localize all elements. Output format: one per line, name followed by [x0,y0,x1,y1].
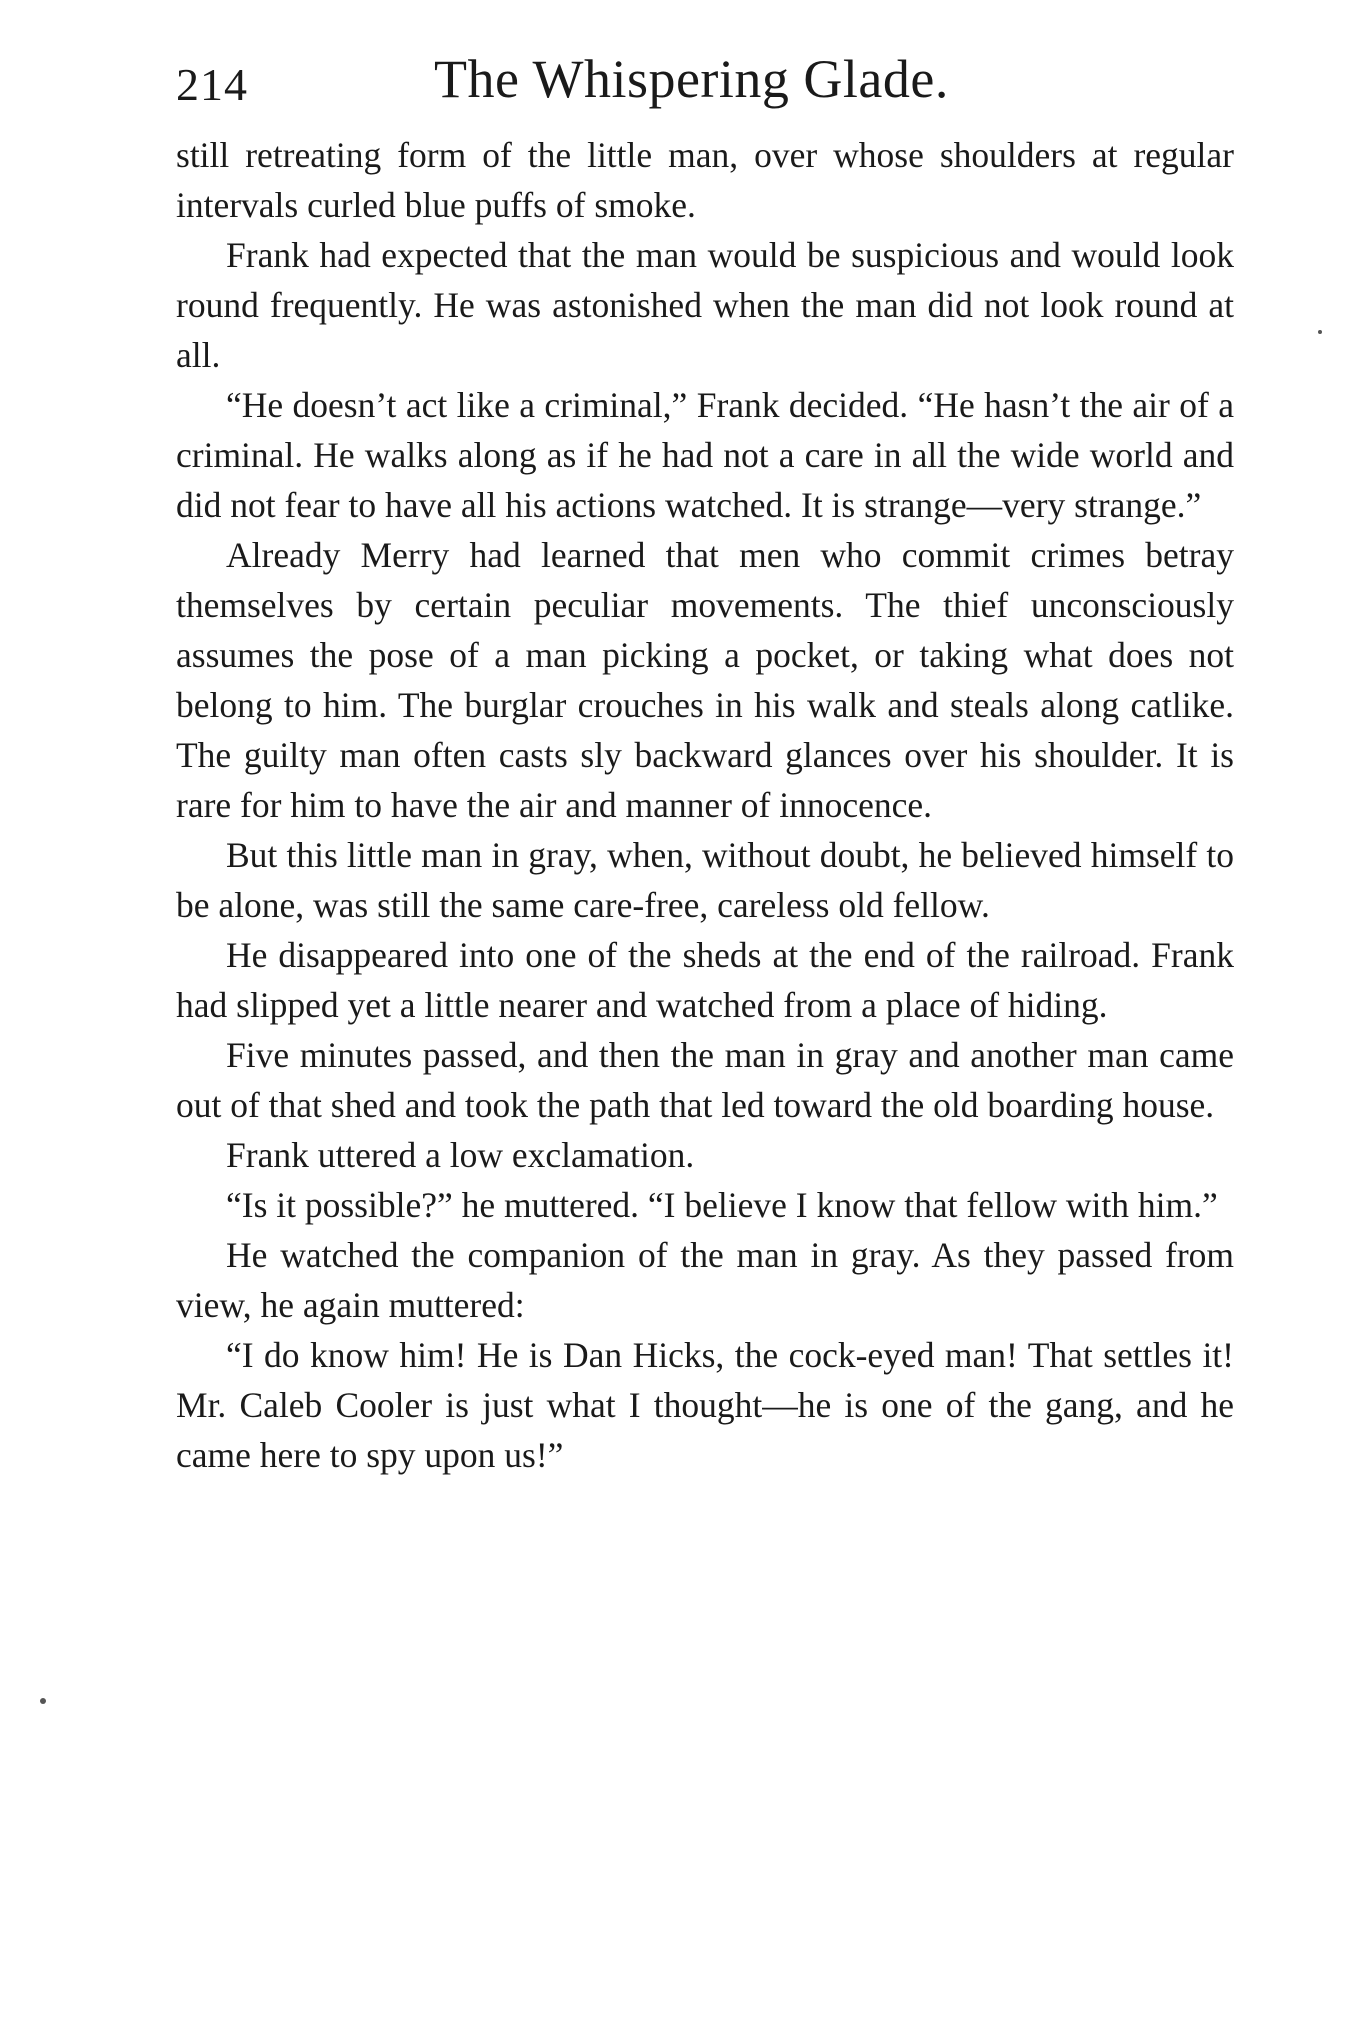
paragraph: Five minutes passed, and then the man in gray and another man came out of that shed and took the path that led toward the old boarding house. [176,1035,1234,1125]
paragraph: But this little man in gray, when, without doubt, he believed himself to be alone, was still the same care-free, careless old fellow. [176,835,1234,925]
paragraph: Frank uttered a low exclamation. [226,1135,695,1175]
paragraph: still retreating form of the little man, over whose shoulders at regular intervals curled blue puffs of smoke. [176,135,1234,225]
paragraph: He disappeared into one of the sheds at the end of the railroad. Frank had slipped yet a little nearer and watched from a place of hiding. [176,935,1234,1025]
paragraph: Already Merry had learned that men who commit crimes betray themselves by certain peculiar movements. The thief unconsciously assumes the pose of a man picking a pocket, or taking what does not belong to him. The burglar crouches in his walk and steals along catlike. The guilty man often casts sly backward glances over his shoulder. It is rare for him to have the air and manner of innocence. [176,535,1234,825]
page-header [174,48,1234,118]
scan-speck [40,1698,46,1704]
page-number: 214 [176,59,248,110]
paragraph: He watched the companion of the man in gray. As they passed from view, he again muttered: [176,1235,1234,1325]
paragraph: “I do know him! He is Dan Hicks, the cock-eyed man! That settles it! Mr. Caleb Cooler is just what I thought—he is one of the gang, and he came here to spy upon us!” [176,1335,1234,1475]
paragraph: “He doesn’t act like a criminal,” Frank decided. “He hasn’t the air of a criminal. He walks along as if he had not a care in all the wide world and did not fear to have all his actions watched. It is strange—very strange.” [176,385,1234,525]
paragraph: “Is it possible?” he muttered. “I believe I know that fellow with him.” [226,1185,1218,1225]
running-title: The Whispering Glade. [434,49,949,109]
scan-speck [1318,330,1322,334]
paragraph: Frank had expected that the man would be suspicious and would look round frequently. He was astonished when the man did not look round at all. [176,235,1234,375]
body-text [176,130,1234,1480]
